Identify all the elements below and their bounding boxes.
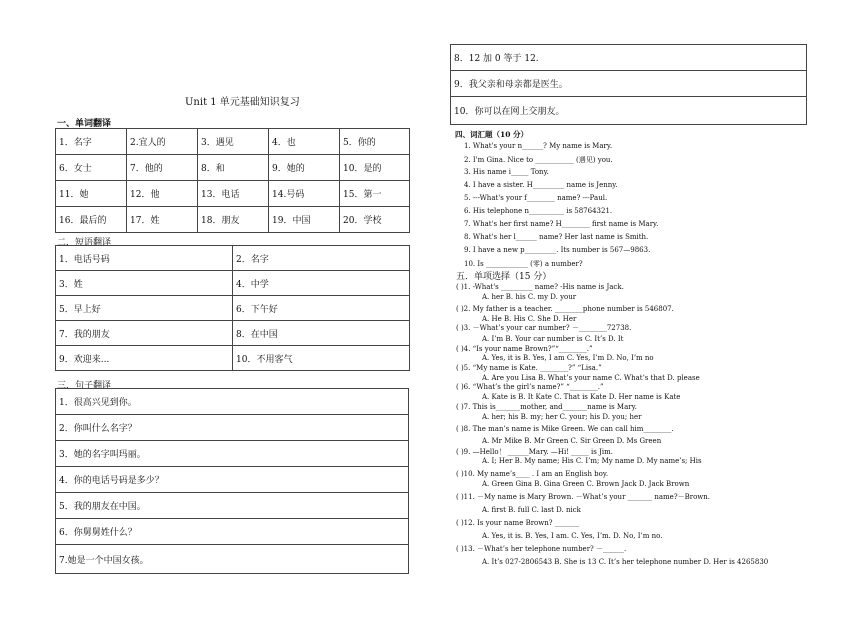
sentence-translation-continued-box [450, 44, 807, 125]
sentence-item: 3．她的名字叫玛丽。 [56, 441, 408, 467]
mc-options: A. Green Gina B. Gina Green C. Brown Jack D. Jack Brown [482, 480, 690, 488]
vocab-item: 6. His telephone n__________ is 58764321. [464, 207, 613, 215]
sentence-item: 7.她是一个中国女孩。 [59, 555, 149, 566]
cell: 19．中国 [269, 207, 340, 233]
table-row [56, 346, 410, 371]
mc-question: ( )7. This is_______mother, and_______name is Mary. [456, 403, 637, 411]
sentence-translation-box [55, 388, 409, 574]
cell: 9．她的 [269, 155, 340, 181]
word-translation-table [55, 128, 410, 233]
vocab-item: 9. I have a new p_________. Its number is 567—9863. [464, 246, 651, 254]
cell: 4．中学 [233, 271, 410, 296]
cell: 5．早上好 [56, 296, 233, 321]
cell: 3．遇见 [198, 129, 269, 155]
cell: 2．名字 [233, 246, 410, 271]
mc-question: ( )9. —Hello！ ______Mary. —Hi! _____ is Jim. [456, 448, 613, 456]
cell: 2.宜人的 [127, 129, 198, 155]
cell: 1．名字 [56, 129, 127, 155]
cell: 18．朋友 [198, 207, 269, 233]
sec5-heading: 五．单项选择（15 分） [456, 272, 552, 282]
mc-question: ( )13. －What’s her telephone number? －______. [456, 545, 627, 553]
mc-question: ( )11. －My name is Mary Brown. －What’s your _______ name?－Brown. [456, 493, 711, 501]
vocab-item: 1. What's your n______? My name is Mary. [464, 142, 613, 150]
cell: 7．他的 [127, 155, 198, 181]
sec4-heading: 四、词汇题（10 分） [455, 130, 529, 139]
cell: 4．也 [269, 129, 340, 155]
cell: 6．下午好 [233, 296, 410, 321]
sec3-heading: 三．句子翻译 [57, 381, 112, 391]
cell: 7．我的朋友 [56, 321, 233, 346]
mc-question: ( )8. The man’s name is Mike Green. We can call him________. [456, 425, 674, 433]
mc-options: A. It’s 027-2806543 B. She is 13 C. It’s her telephone number D. Her is 4265830 [482, 558, 769, 566]
mc-question: ( )10. My name’s____ . I am an English boy. [456, 470, 609, 478]
vocab-item: 4. I have a sister. H_________ name is Jenny. [464, 181, 618, 189]
cell: 16．最后的 [56, 207, 127, 233]
mc-options: A. I; Her B. My name; His C. I’m; My name D. My name’s; His [482, 457, 702, 465]
vocab-item: 8. What's her l______ name? Her last name is Smith. [464, 233, 649, 241]
mc-question: ( )6. “What’s the girl’s name?” “________.” [456, 383, 604, 391]
mc-options: A. I’m B. Your car number is C. It’s D. It [482, 335, 624, 343]
table-row [56, 181, 410, 207]
mc-options: A. Mr Mike B. Mr Green C. Sir Green D. Ms Green [482, 437, 662, 445]
cell: 17．姓 [127, 207, 198, 233]
cell: 8．和 [198, 155, 269, 181]
mc-question: ( )1. -What's _________ name? -His name is Jack. [456, 283, 624, 291]
sec2-heading: 二．短语翻译 [57, 238, 112, 248]
mc-options: A. Are you Lisa B. What’s your name C. What’s that D. please [482, 374, 700, 382]
cell: 6．女士 [56, 155, 127, 181]
sentence-item: 1．很高兴见到你。 [56, 389, 408, 415]
mc-options: A. her B. his C. my D. your [482, 293, 577, 301]
table-row [56, 246, 410, 271]
cell: 10．不用客气 [233, 346, 410, 371]
cell: 1．电话号码 [56, 246, 233, 271]
cell: 11．她 [56, 181, 127, 207]
mc-options: A. He B. His C. She D. Her [482, 315, 577, 323]
cell: 20．学校 [340, 207, 410, 233]
cell: 5．你的 [340, 129, 410, 155]
vocab-item: 5. ---What's your f________ name? ---Paul. [464, 194, 608, 202]
table-row [56, 271, 410, 296]
table-row [56, 296, 410, 321]
mc-options: A. Kate is B. It Kate C. That is Kate D. Her name is Kate [482, 393, 681, 401]
mc-question: ( )12. Is your name Brown? _______ [456, 519, 580, 527]
sentence-item: 8．12 加 0 等于 12. [451, 45, 806, 71]
phrase-translation-table [55, 245, 410, 371]
cell: 8．在中国 [233, 321, 410, 346]
mc-question: ( )5. “My name is Kate. ________?” “Lisa.” [456, 364, 602, 372]
mc-question: ( )4. “Is your name Brown?”“________.” [456, 345, 593, 353]
cell: 13．电话 [198, 181, 269, 207]
sentence-item: 6．你舅舅姓什么？ [56, 519, 408, 545]
cell: 9．欢迎来... [56, 346, 233, 371]
sentence-item: 9．我父亲和母亲都是医生。 [451, 71, 806, 97]
mc-options: A. Yes, it is B. Yes, I am C. Yes, I’m D. No, I’m no [482, 354, 654, 362]
mc-question: ( )3. －What’s your car number? －________72738. [456, 324, 632, 332]
cell: 14.号码 [269, 181, 340, 207]
vocab-item: 7. What's her first name? H________ first name is Mary. [464, 220, 659, 228]
page-title: Unit 1 单元基础知识复习 [185, 97, 300, 108]
cell: 15．第一 [340, 181, 410, 207]
mc-options: A. first B. full C. last D. nick [482, 506, 581, 514]
table-row [56, 129, 410, 155]
vocab-item: 2. I'm Gina. Nice to ___________ (遇见) you. [464, 156, 613, 164]
mc-options: A. her; his B. my; her C. your; his D. you; her [482, 413, 642, 421]
vocab-item: 10. Is ____________ (零) a number? [464, 260, 583, 268]
vocab-item: 3. His name i_____ Tony. [464, 168, 549, 176]
cell: 10．是的 [340, 155, 410, 181]
sentence-item: 10．你可以在网上交朋友。 [454, 107, 565, 117]
sentence-item: 2．你叫什么名字？ [56, 415, 408, 441]
table-row [56, 155, 410, 181]
sec1-heading: 一、单词翻译 [57, 119, 112, 129]
table-row [56, 207, 410, 233]
sentence-item: 4．你的电话号码是多少？ [56, 467, 408, 493]
mc-options: A. Yes, it is. B. Yes, I am. C. Yes, I’m. D. No, I’m no. [482, 532, 663, 540]
mc-question: ( )2. My father is a teacher. ________phone number is 546807. [456, 305, 674, 313]
cell: 12．他 [127, 181, 198, 207]
sentence-item: 5．我的朋友在中国。 [56, 493, 408, 519]
cell: 3．姓 [56, 271, 233, 296]
table-row [56, 321, 410, 346]
